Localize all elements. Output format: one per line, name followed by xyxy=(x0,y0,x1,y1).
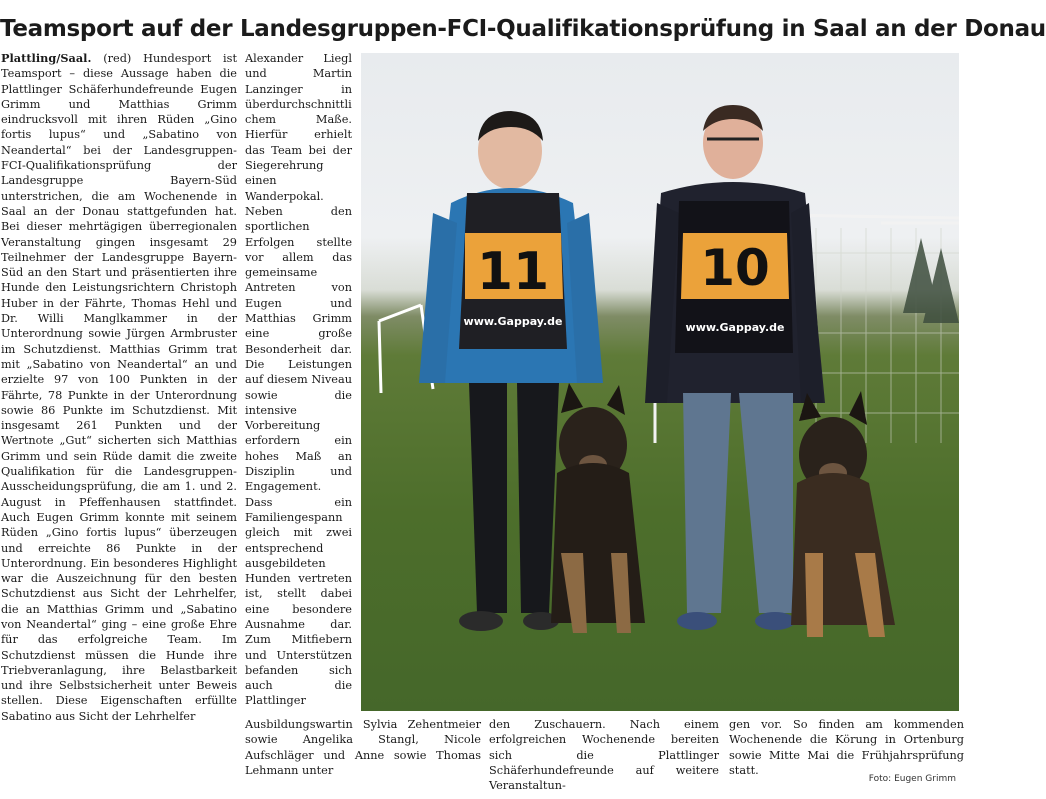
dog-left xyxy=(551,383,645,633)
article-column-2 xyxy=(245,51,356,711)
bib-sponsor-right: www.Gappay.de xyxy=(685,321,785,334)
dateline: Plattling/Saal. xyxy=(1,51,92,65)
bib-sponsor-left: www.Gappay.de xyxy=(463,315,563,328)
article-bottom-3: den Zuschauern. Nach einem erfolgreichen Wochenende bereiten sich die Plattlinger Schäferhundefreunde auf weitere Veranstaltun- xyxy=(489,718,723,793)
article-bottom-4 xyxy=(729,717,968,797)
article-bottom-2: Ausbildungswartin Sylvia Zehentmeier sowie Angelika Stangl, Nicole Aufschläger und Anne sowie Thomas Lehmann unter xyxy=(245,718,485,777)
bib-number-left: 11 xyxy=(476,242,550,302)
column-2-text: Alexander Liegl und Martin Lanzinger in überdurchschnittlichem Maße. Hierfür erhielt das Team bei der Siegerehrung einen Wanderpokal. Neben den sportlichen Erfolgen stellte vor allem das gemeinsame Antreten von Eugen und Matthias Grimm eine große Besonderheit dar. Die Leistungen auf diesem Niveau sowie die intensive Vorbereitung erfordern ein hohes Maß an Disziplin und Engagement. Dass ein Familiengespann gleich mit zwei entsprechend ausgebildeten Hunden vertreten ist, stellt dabei eine besondere Ausnahme dar. Zum Mitfiebern und Unterstützen befanden sich auch die Plattlinger xyxy=(245,52,356,708)
bib-number-right: 10 xyxy=(700,239,770,297)
article-column-1 xyxy=(1,51,241,799)
article-photo xyxy=(361,53,959,711)
column-1-text: (red) Hundesport ist Teamsport – diese Aussage haben die Plattlinger Schäferhundefreunde Eugen Grimm und Matthias Grimm eindrucksvoll mit ihren Rüden „Gino fortis lupus“ und „Sabatino von Neandertal“ bei der Landesgruppen-FCI-Qualifikationsprüfung der Landesgruppe Bayern-Süd unterstrichen, die am Wochenende in Saal an der Donau stattgefunden hat. Bei dieser mehrtägigen überregionalen Veranstaltung gingen insgesamt 29 Teilnehmer der Landesgruppe Bayern-Süd an den Start und präsentierten ihre Hunde den Leistungsrichtern Christoph Huber in der Fährte, Thomas Hehl und Dr. Willi Manglkammer in der Unterordnung sowie Jürgen Armbruster im Schutzdienst. Matthias Grimm trat mit „Sabatino von Neandertal“ an und erzielte 97 von 100 Punkten in der Fährte, 78 Punkte in der Unterordnung sowie 86 Punkte im Schutzdienst. Mit insgesamt 261 Punkten und der Wertnote „Gut“ sicherten sich Matthias Grimm und sein Rüde damit die zweite Qualifikation für die Landesgruppen-Ausscheidungsprüfung, die am 1. und 2. August in Pfeffenhausen stattfindet. Auch Eugen Grimm konnte mit seinem Rüden „Gino fortis lupus“ überzeugen und erreichte 86 Punkte in der Unterordnung. Ein besonderes Highlight war die Auszeichnung für den besten Schutzdienst aus Sicht der Lehrhelfer, die an Matthias Grimm und „Sabatino von Neandertal“ ging – eine große Ehre für das erfolgreiche Team. Im Schutzdienst müssen die Hunde ihre Triebveranlagung, ihre Belastbarkeit und ihre Selbstsicherheit unter Beweis stellen. Diese Eigenschaften erfüllte Sabatino aus Sicht der Lehrhelfer xyxy=(1,52,241,723)
headline: Teamsport auf der Landesgruppen-FCI-Qualifikationsprüfung in Saal an der Donau xyxy=(0,16,1046,42)
trees xyxy=(903,238,959,323)
dog-right xyxy=(791,391,895,637)
photo-credit: Foto: Eugen Grimm xyxy=(868,773,956,784)
column-4-text: gen vor. So finden am kommenden Wochenende die Körung in Ortenburg sowie Mitte Mai die Frühjahrsprüfung statt. xyxy=(729,718,968,777)
